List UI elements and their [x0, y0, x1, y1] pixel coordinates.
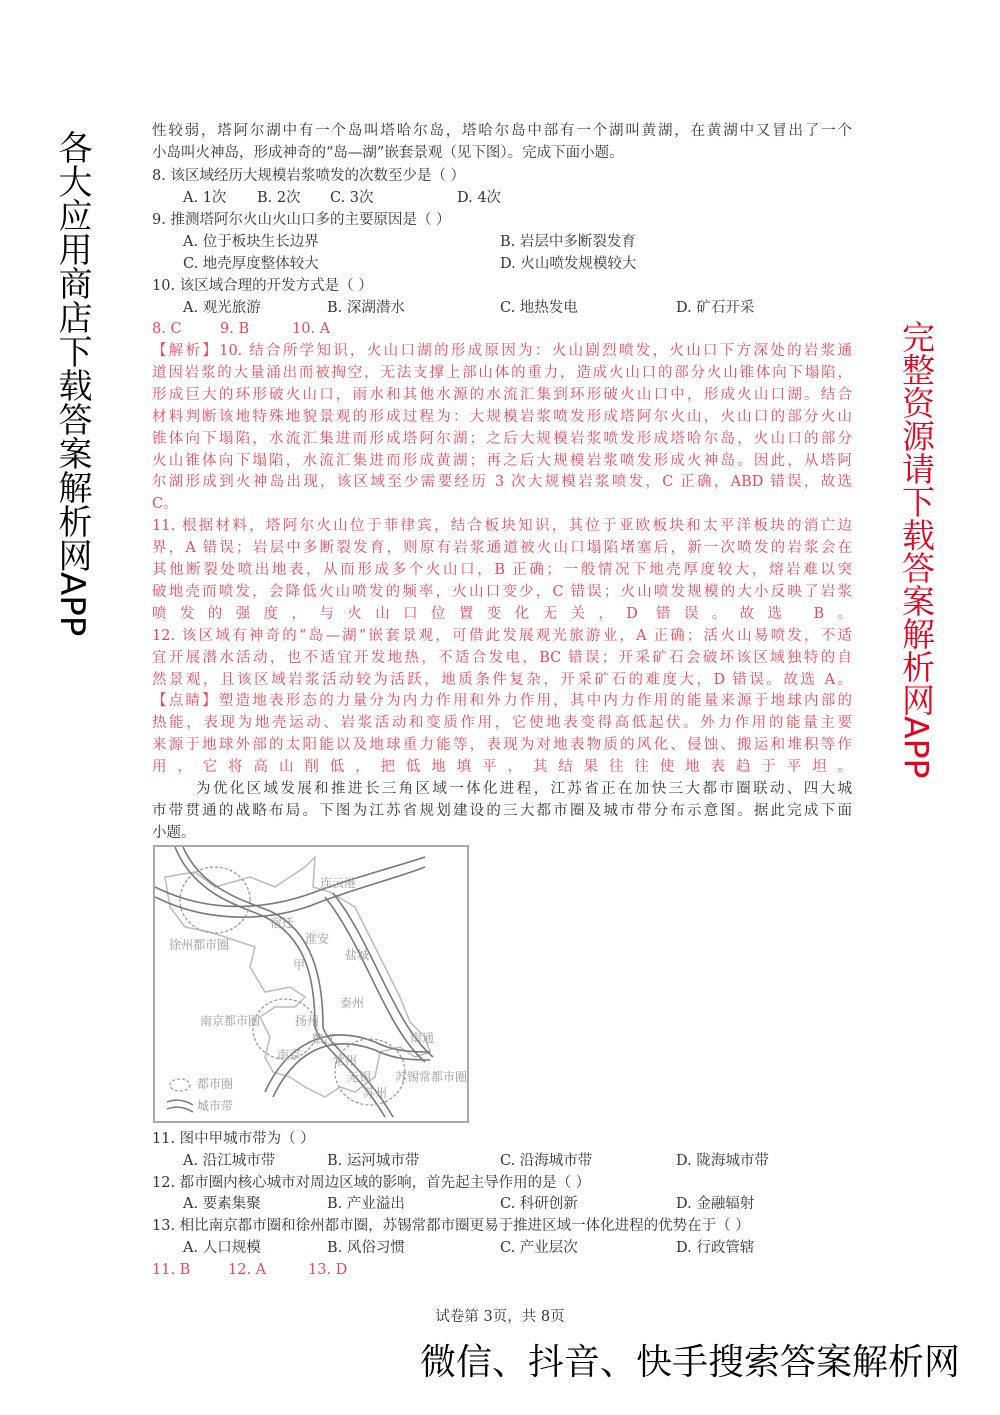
question-9: 9. 推测塔阿尔火山火山口多的主要原因是（ ） [152, 212, 451, 228]
question-11: 11. 图中甲城市带为（ ） [152, 1131, 315, 1147]
analysis-line: 形成巨大的环形破火山口，雨水和其他水源的水流汇集到环形破火山口中，形成火山口湖。结合 [152, 386, 852, 403]
map-label: 徐州都市圈 [169, 938, 230, 952]
q12-option-c: C. 科研创新 [500, 1196, 578, 1212]
map-label: 南京 [277, 1048, 302, 1062]
q9-option-c: C. 地壳厚度整体较大 [183, 256, 319, 272]
q10-option-b: B. 深湖潜水 [327, 300, 405, 316]
answer: 8. C [152, 321, 182, 337]
watermark: 各大应用商店下载答案解析网APP [52, 130, 92, 637]
q10-option-c: C. 地热发电 [500, 300, 578, 316]
map-label: 扬州 [295, 1014, 320, 1028]
map-label: 常州 [333, 1054, 358, 1068]
analysis-line: 界，A 错误；岩层中多断裂发育，则原有岩浆通道被火山口塌陷堵塞后，新一次喷发的岩浆会在 [152, 540, 852, 557]
q9-option-a: A. 位于板块生长边界 [183, 234, 319, 250]
analysis-line: 火山锥体向下塌陷，水流汇集进而形成黄湖；再之后大规模岩浆喷发形成火神岛。因此，从塔阿 [152, 452, 852, 469]
analysis-line: 用，它将高山削低，把低地填平，其结果往往使地表趋于平坦。 [152, 759, 852, 776]
question-13: 13. 相比南京都市圈和徐州都市圈，苏锡常都市圈更易于推进区域一体化进程的优势在于（ ） [152, 1218, 750, 1234]
intro2-line: 小题。 [152, 825, 196, 841]
q13-option-c: C. 产业层次 [500, 1240, 578, 1256]
watermark: 完整资源请下载答案解析网APP [897, 320, 936, 779]
answer: 10. A [292, 321, 331, 337]
q9-option-b: B. 岩层中多断裂发育 [500, 234, 636, 250]
intro2-line: 为优化区域发展和推进长三角区域一体化进程，江苏省正在加快三大都市圈联动、四大城 [196, 781, 852, 797]
analysis-line: 【点睛】塑造地表形态的力量分为内力作用和外力作用，其中内力作用的能量来源于地球内部的 [152, 693, 852, 710]
answer: 9. B [220, 321, 250, 337]
map-label: 苏州 [363, 1086, 388, 1100]
analysis-line: 材料判断该地特殊地貌景观的形成过程为：大规模岩浆喷发形成塔阿尔火山，火山口的部分火山 [152, 408, 852, 425]
analysis-line: 热能，表现为地壳运动、岩浆活动和变质作用，它使地表变得高低起伏。外力作用的能量主要 [152, 715, 852, 732]
analysis-line: 11. 根据材料，塔阿尔火山位于菲律宾，结合板块知识，其位于亚欧板块和太平洋板块的消亡边 [152, 518, 852, 535]
analysis-line: 锥体向下塌陷，水流汇集进而形成塔阿尔湖；之后大规模岩浆喷发形成塔哈尔岛，火山口的部分 [152, 430, 852, 447]
intro-line: 小岛叫火神岛，形成神奇的“岛—湖”嵌套景观（见下图）。完成下面小题。 [152, 145, 624, 161]
q10-option-a: A. 观光旅游 [183, 300, 261, 316]
q13-option-a: A. 人口规模 [183, 1240, 261, 1256]
q12-option-d: D. 金融辐射 [676, 1196, 755, 1212]
map-label: 盐城 [345, 948, 370, 962]
q8-option-c: C. 3次 [330, 190, 374, 206]
legend-belt-icon [167, 1100, 193, 1112]
q9-option-d: D. 火山喷发规模较大 [500, 256, 637, 272]
answer: 13. D [308, 1262, 348, 1278]
map-label: 南京都市圈 [200, 1014, 261, 1028]
analysis-line: C。 [152, 496, 178, 513]
analysis-line: 道因岩浆的大量涌出而被掏空，无法支撑上部山体的重力，造成火山口的部分火山锥体向下塌陷， [152, 364, 852, 381]
analysis-line: 尔湖形成到火神岛出现，该区域至少需要经历 3 次大规模岩浆喷发，C 正确，ABD 错误，故选 [152, 474, 852, 491]
q12-option-a: A. 要素集聚 [183, 1196, 261, 1212]
q11-option-b: B. 运河城市带 [327, 1153, 420, 1169]
analysis-line: 来源于地球外部的太阳能以及地球重力能等，表现为对地表物质的风化、侵蚀、搬运和堆积等作 [152, 737, 852, 754]
map-label: 泰州 [340, 996, 365, 1010]
q11-option-c: C. 沿海城市带 [500, 1153, 593, 1169]
question-10: 10. 该区域合理的开发方式是（ ） [152, 278, 373, 294]
jiangsu-map [153, 845, 469, 1123]
page-footer: 试卷第 3页，共 8页 [435, 1309, 565, 1325]
intro-line: 性较弱，塔阿尔湖中有一个岛叫塔哈尔岛，塔哈尔岛中部有一个湖叫黄湖，在黄湖中又冒出了一个 [152, 123, 852, 139]
question-12: 12. 都市圈内核心城市对周边区域的影响，首先起主导作用的是（ ） [152, 1175, 591, 1191]
q11-option-a: A. 沿江城市带 [183, 1153, 276, 1169]
q12-option-b: B. 产业溢出 [327, 1196, 405, 1212]
intro2-line: 市带贯通的战略布局。下图为江苏省规划建设的三大都市圈及城市带分布示意图。据此完成下面 [152, 803, 852, 819]
q8-option-a: A. 1次 [183, 190, 227, 206]
watermark: 微信、抖音、快手搜索答案解析网 [420, 1342, 961, 1383]
legend-label: 都市圈 [197, 1077, 234, 1091]
map-label: 南通 [410, 1031, 435, 1045]
metro-circles [180, 867, 405, 1105]
q11-option-d: D. 陇海城市带 [676, 1153, 769, 1169]
answer: 11. B [152, 1262, 191, 1278]
analysis-line: 破地壳而喷发，会降低火山喷发的频率，火山口变少，C 错误；火山喷发规模的大小反映了岩浆 [152, 583, 852, 600]
map-label: 甲 [293, 958, 306, 972]
legend-label: 城市带 [197, 1099, 234, 1113]
analysis-line: 其他断裂处喷出地表，从而形成多个火山口，B 正确；一般情况下地壳厚度较大，熔岩难以突 [152, 562, 852, 578]
answer: 12. A [228, 1262, 267, 1278]
map-label: 连云港 [320, 876, 357, 890]
analysis-line: 喷发的强度，与火山口位置变化无关，D 错误。故选 B。 [152, 605, 852, 622]
analysis-line: 宜开展潜水活动，也不适宜开发地热，不适合发电，BC 错误；开采矿石会破坏该区域独特的自 [152, 649, 852, 666]
map-label: 宿迁 [270, 916, 295, 930]
map-label: 无锡 [347, 1070, 372, 1084]
q13-option-d: D. 行政管辖 [676, 1240, 755, 1256]
map-label: 苏锡常都市圈 [395, 1070, 468, 1084]
q13-option-b: B. 风俗习惯 [327, 1240, 405, 1256]
q8-option-b: B. 2次 [257, 190, 301, 206]
analysis-line: 12. 该区域有神奇的“岛—湖”嵌套景观，可借此发展观光旅游业，A 正确；活火山易喷发，不适 [152, 627, 852, 644]
legend-circle-icon [170, 1079, 190, 1091]
map-label: 镇江 [312, 1032, 337, 1046]
question-8: 8. 该区域经历大规模岩浆喷发的次数至少是（ ） [152, 168, 466, 184]
analysis-line: 然景观，且该区域岩浆活动较为活跃，地质条件复杂，开采矿石的难度大，D 错误。故选 A。 [152, 671, 852, 688]
analysis-line: 【解析】10. 结合所学知识，火山口湖的形成原因为：火山剧烈喷发，火山口下方深处的岩浆通 [152, 343, 852, 359]
q8-option-d: D. 4次 [457, 190, 502, 206]
q10-option-d: D. 矿石开采 [676, 300, 755, 316]
map-label: 淮安 [305, 932, 330, 946]
